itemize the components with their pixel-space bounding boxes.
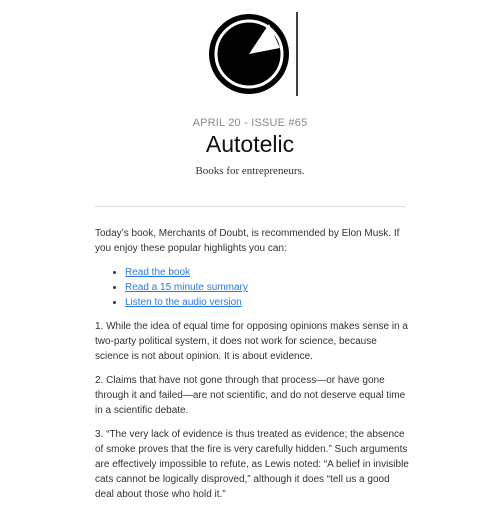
list-item <box>125 265 410 280</box>
intro-paragraph: Today’s book, Merchants of Doubt, is recommended by Elon Musk. If you enjoy these popular highlights you can: <box>95 228 400 254</box>
highlight-2: 2. Claims that have not gone through that process—or have gone through it and failed—are not scientific, and do not deserve equal time in a scientific debate. <box>95 375 406 416</box>
newsletter-body <box>95 226 410 511</box>
action-links-list <box>95 265 410 310</box>
highlight-1: 1. While the idea of equal time for opposing opinions makes sense in a two-party political system, it does not work for science, because science is not about opinion. It is about evidence. <box>95 321 408 362</box>
read-summary-link[interactable]: Read a 15 minute summary <box>125 282 248 293</box>
highlight-3: 3. “The very lack of evidence is thus treated as evidence; the absence of smoke proves that the fire is very carefully hidden.” Such arguments are effectively impossible to refute, as Lewis noted: “A belief in invisible cats cannot be logically disproved,” although it does “tell us a good deal about those who hold it.” <box>95 429 409 500</box>
newsletter-title: Autotelic <box>205 131 295 157</box>
read-book-link[interactable]: Read the book <box>125 267 191 278</box>
listen-audio-link[interactable]: Listen to the audio version <box>125 297 242 308</box>
list-item <box>125 280 410 295</box>
list-item <box>125 295 410 310</box>
autotelic-logo-icon <box>207 12 303 102</box>
header-divider <box>95 206 405 207</box>
newsletter-tagline: Books for entrepreneurs. <box>195 165 305 177</box>
issue-date-line: APRIL 20 - ISSUE #65 <box>192 117 308 129</box>
